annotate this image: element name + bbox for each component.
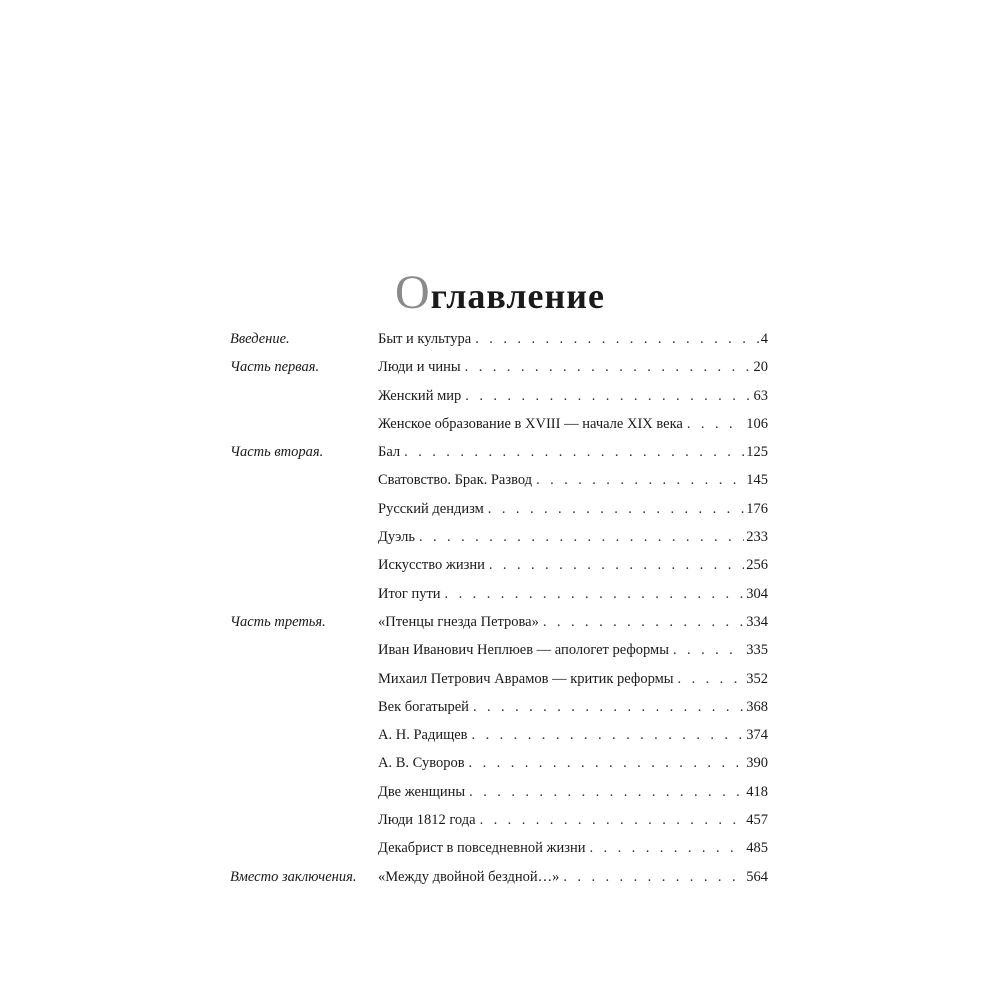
dot-leader: [404, 438, 744, 466]
toc-row: [230, 806, 770, 834]
toc-entry-title: А. В. Суворов: [378, 755, 465, 772]
toc-entry-title: Две женщины: [378, 783, 466, 800]
toc-entry-title: Люди и чины: [378, 359, 461, 376]
toc-row: [230, 749, 770, 777]
toc-section-label: Вместо заключения.: [230, 868, 357, 885]
toc-entry: [378, 665, 768, 693]
toc-entry-title: А. Н. Радищев: [378, 727, 468, 744]
toc-entry: [378, 636, 768, 664]
toc-entry-page: 106: [746, 415, 768, 432]
toc-entry-title: Дуэль: [378, 529, 415, 546]
dot-leader: [445, 580, 745, 608]
toc-entry-title: Русский дендизм: [378, 500, 484, 517]
toc-entry-page: 374: [746, 727, 768, 744]
dot-leader: [543, 608, 744, 636]
toc-entry: [378, 778, 768, 806]
toc-entry-page: 233: [746, 529, 768, 546]
toc-entry: [378, 382, 768, 410]
toc-entry-title: Бал: [378, 444, 401, 461]
toc-row: [230, 863, 770, 891]
dot-leader: [480, 806, 745, 834]
toc-row: [230, 834, 770, 862]
page-title: [0, 266, 1000, 320]
toc-entry: [378, 325, 768, 353]
dot-leader: [469, 749, 745, 777]
toc-section-label: Часть вторая.: [230, 444, 324, 461]
dot-leader: [590, 834, 745, 862]
toc-section-label: Часть третья.: [230, 613, 326, 630]
toc-entry-title: Быт и культура: [378, 331, 472, 347]
toc-entry: [378, 551, 768, 579]
toc-row: [230, 438, 770, 466]
toc-row: [230, 721, 770, 749]
toc-entry-title: Итог пути: [378, 585, 441, 602]
dot-leader: [687, 410, 744, 438]
toc-entry-title: Декабрист в повседневной жизни: [378, 840, 586, 857]
toc-row: [230, 325, 770, 353]
dot-leader: [475, 325, 759, 353]
toc-entry-page: 335: [746, 642, 768, 659]
toc-row: [230, 382, 770, 410]
toc-entry-title: «Птенцы гнезда Петрова»: [378, 613, 539, 630]
toc-entry-title: Сватовство. Брак. Развод: [378, 472, 533, 489]
toc-row: [230, 523, 770, 551]
toc-entry-page: 145: [746, 472, 768, 489]
dot-leader: [419, 523, 744, 551]
toc-entry: [378, 608, 768, 636]
toc-entry-page: 4: [760, 331, 768, 347]
toc-entry-title: Женский мир: [378, 387, 462, 404]
dot-leader: [465, 382, 751, 410]
table-of-contents: [230, 325, 770, 891]
toc-entry-page: 564: [746, 868, 768, 885]
toc-entry: [378, 693, 768, 721]
toc-entry-page: 334: [746, 613, 768, 630]
toc-entry: [378, 580, 768, 608]
toc-entry-page: 63: [753, 387, 768, 404]
toc-entry-title: Люди 1812 года: [378, 812, 476, 829]
toc-entry-page: 304: [746, 585, 768, 602]
toc-section-label: Введение.: [230, 331, 290, 347]
dot-leader: [465, 353, 752, 381]
toc-row: [230, 665, 770, 693]
toc-entry: [378, 863, 768, 891]
toc-entry-title: «Между двойной бездной…»: [378, 868, 560, 885]
toc-entry: [378, 495, 768, 523]
toc-entry-title: Искусство жизни: [378, 557, 485, 574]
toc-entry-title: Иван Иванович Неплюев — апологет реформы: [378, 642, 669, 659]
dot-leader: [472, 721, 745, 749]
toc-entry-page: 390: [746, 755, 768, 772]
toc-entry-title: Женское образование в XVIII — начале XIX века: [378, 415, 683, 432]
toc-entry: [378, 749, 768, 777]
toc-entry-page: 457: [746, 812, 768, 829]
toc-entry-title: Михаил Петрович Аврамов — критик реформы: [378, 670, 674, 687]
toc-row: [230, 410, 770, 438]
dot-leader: [469, 778, 744, 806]
toc-row: [230, 466, 770, 494]
dot-leader: [678, 665, 745, 693]
toc-row: [230, 495, 770, 523]
toc-entry-page: 485: [746, 840, 768, 857]
toc-entry: [378, 410, 768, 438]
toc-entry-title: Век богатырей: [378, 698, 469, 715]
dot-leader: [673, 636, 744, 664]
toc-entry: [378, 721, 768, 749]
toc-entry-page: 256: [746, 557, 768, 574]
toc-entry-page: 20: [753, 359, 768, 376]
toc-entry: [378, 834, 768, 862]
dot-leader: [563, 863, 744, 891]
toc-row: [230, 580, 770, 608]
toc-row: [230, 551, 770, 579]
toc-row: [230, 778, 770, 806]
toc-entry-page: 352: [746, 670, 768, 687]
toc-entry: [378, 806, 768, 834]
toc-entry-page: 125: [746, 444, 768, 461]
toc-entry: [378, 523, 768, 551]
toc-row: [230, 636, 770, 664]
toc-entry: [378, 438, 768, 466]
toc-entry: [378, 353, 768, 381]
toc-entry: [378, 466, 768, 494]
title-first-letter: О: [395, 266, 431, 320]
dot-leader: [473, 693, 744, 721]
dot-leader: [488, 495, 744, 523]
dot-leader: [536, 466, 744, 494]
toc-row: [230, 353, 770, 381]
title-rest: главление: [430, 276, 605, 317]
toc-row: [230, 693, 770, 721]
toc-section-label: Часть первая.: [230, 359, 320, 376]
dot-leader: [489, 551, 744, 579]
toc-entry-page: 368: [746, 698, 768, 715]
toc-entry-page: 176: [746, 500, 768, 517]
toc-entry-page: 418: [746, 783, 768, 800]
toc-row: [230, 608, 770, 636]
